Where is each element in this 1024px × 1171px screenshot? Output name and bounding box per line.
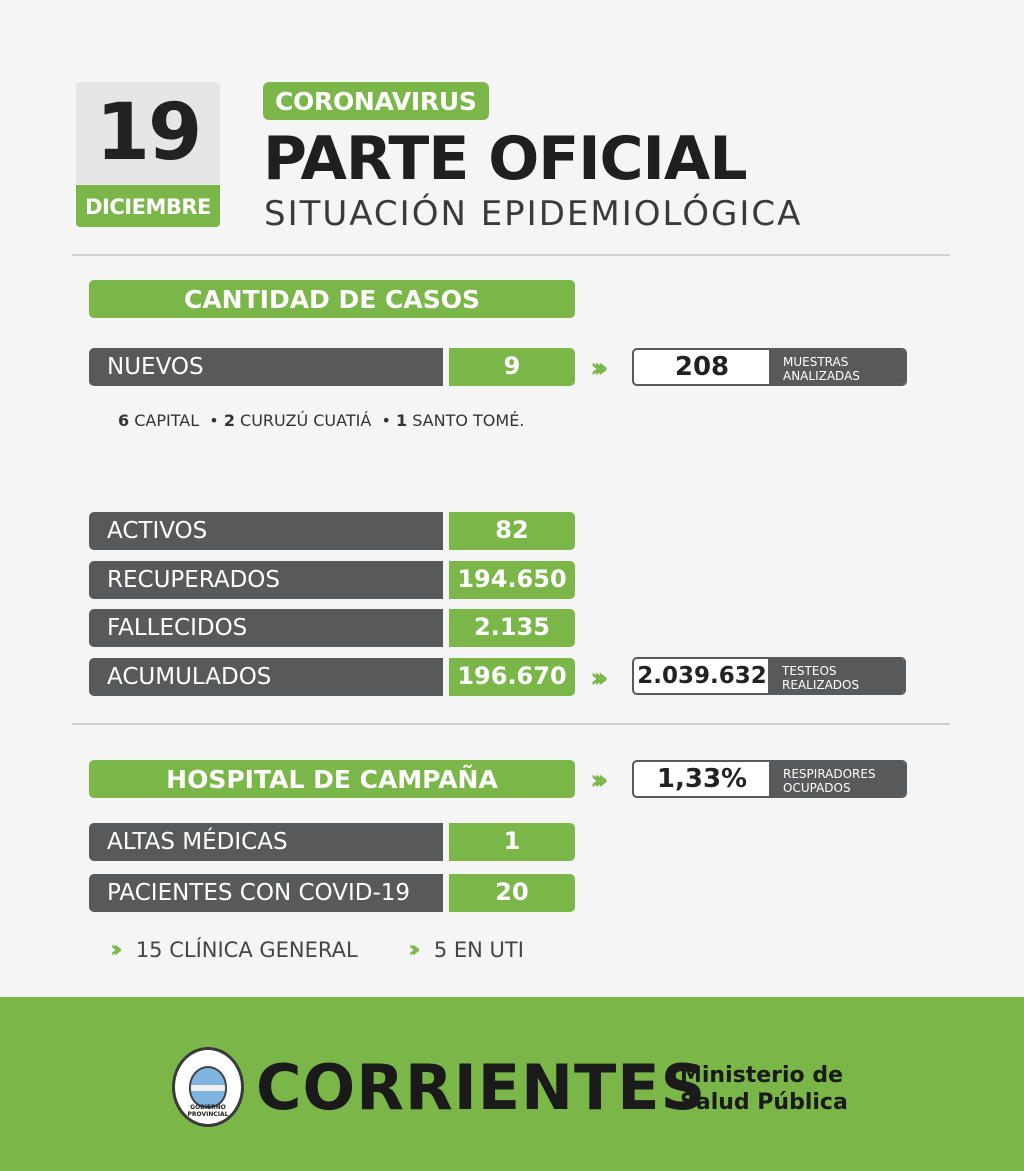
- ministry-name: [680, 1062, 848, 1116]
- breakdown-count: 1: [395, 411, 408, 430]
- samples-label-line1: MUESTRAS: [783, 355, 849, 369]
- respirators-label-line2: OCUPADOS: [783, 781, 851, 795]
- covid-patients-label: PACIENTES CON COVID-19: [89, 874, 443, 912]
- coronavirus-tag: CORONAVIRUS: [263, 82, 489, 120]
- hospital-note-uti: [408, 934, 524, 965]
- samples-label-line2: ANALIZADAS: [783, 369, 860, 383]
- cases-section-title: CANTIDAD DE CASOS: [89, 280, 575, 318]
- cases-breakdown: 6 CAPITAL • 2 CURUZÚ CUATIÁ • 1 SANTO TOMÉ.: [118, 411, 525, 430]
- chevron-right-icon: ›››: [590, 763, 601, 796]
- covid-patients-value: 20: [449, 874, 575, 912]
- ministry-line2: Salud Pública: [680, 1090, 848, 1115]
- breakdown-place: CURUZÚ CUATIÁ: [240, 411, 372, 430]
- chevron-right-icon: ››: [408, 935, 414, 963]
- page-subtitle: SITUACIÓN EPIDEMIOLÓGICA: [264, 194, 803, 234]
- cumulative-label: ACUMULADOS: [89, 658, 443, 696]
- deceased-label: FALLECIDOS: [89, 609, 443, 647]
- seal-emblem: [189, 1066, 227, 1108]
- new-cases-value: 9: [449, 348, 575, 386]
- breakdown-place: CAPITAL: [134, 411, 200, 430]
- tests-label-line2: REALIZADOS: [782, 678, 860, 692]
- seal-text: GOBIERNO PROVINCIAL: [187, 1104, 229, 1118]
- hospital-note-general: [110, 934, 358, 965]
- breakdown-place: SANTO TOMÉ.: [412, 411, 525, 430]
- active-label: ACTIVOS: [89, 512, 443, 550]
- tests-value: 2.039.632: [637, 663, 767, 689]
- date-day: 19: [95, 88, 201, 178]
- respirators-box: [632, 760, 907, 798]
- tests-label: [768, 659, 904, 693]
- tests-label-line1: TESTEOS: [782, 664, 837, 678]
- hospital-section-title: HOSPITAL DE CAMPAÑA: [89, 760, 575, 798]
- new-cases-label: NUEVOS: [89, 348, 443, 386]
- ministry-line1: Ministerio de: [680, 1063, 844, 1088]
- samples-box: [632, 348, 907, 386]
- note-general-text: 15 CLÍNICA GENERAL: [135, 938, 358, 962]
- date-badge: [76, 82, 220, 227]
- date-month: DICIEMBRE: [76, 185, 220, 227]
- recovered-value: 194.650: [449, 561, 575, 599]
- discharges-label: ALTAS MÉDICAS: [89, 823, 443, 861]
- respirators-label: [769, 762, 905, 796]
- government-seal-icon: [172, 1047, 244, 1127]
- active-value: 82: [449, 512, 575, 550]
- samples-value: 208: [674, 352, 730, 382]
- discharges-value: 1: [449, 823, 575, 861]
- tests-box: [632, 657, 906, 695]
- brand-logo: CORRIENTES: [256, 1051, 707, 1124]
- breakdown-count: 2: [223, 411, 235, 430]
- deceased-value: 2.135: [449, 609, 575, 647]
- note-uti-text: 5 EN UTI: [433, 938, 524, 962]
- breakdown-count: 6: [118, 411, 130, 430]
- recovered-label: RECUPERADOS: [89, 561, 443, 599]
- chevron-right-icon: ›››: [590, 351, 601, 384]
- cumulative-value: 196.670: [449, 658, 575, 696]
- header-divider: [72, 254, 950, 256]
- respirators-value: 1,33%: [656, 764, 748, 794]
- section-divider: [72, 723, 950, 725]
- page-title: PARTE OFICIAL: [263, 124, 747, 194]
- respirators-label-line1: RESPIRADORES: [783, 767, 876, 781]
- chevron-right-icon: ››: [110, 935, 116, 963]
- samples-label: [769, 350, 905, 384]
- chevron-right-icon: ›››: [590, 661, 601, 694]
